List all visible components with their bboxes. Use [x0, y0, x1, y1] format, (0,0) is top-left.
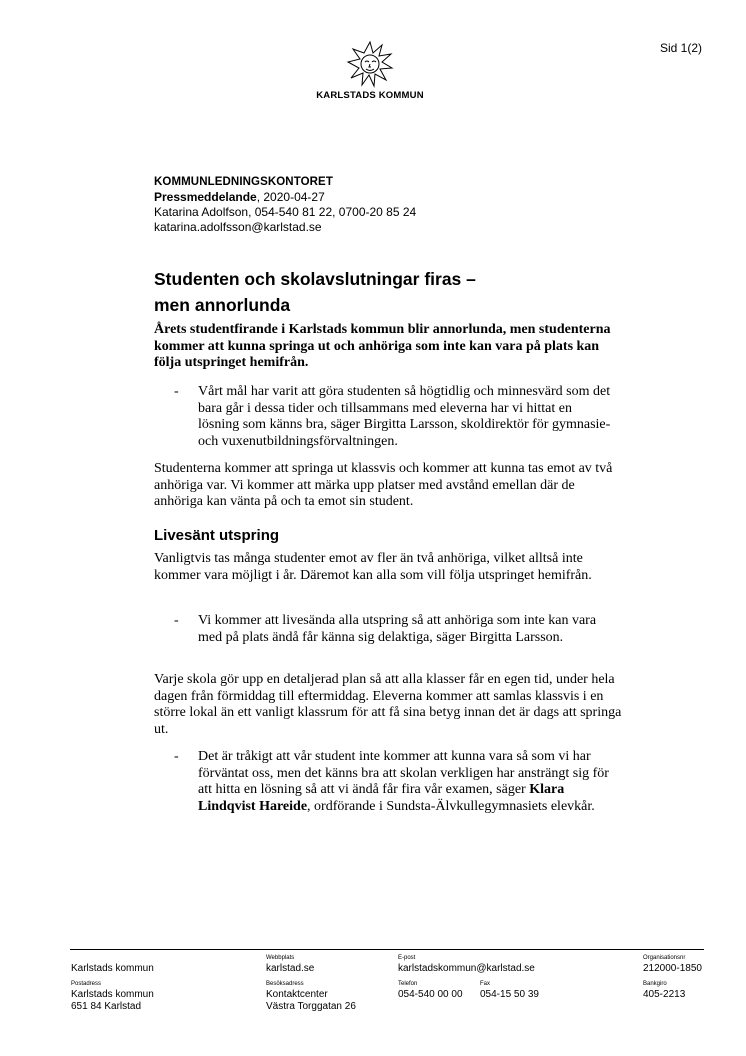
footer-besok-2: Västra Torggatan 26	[266, 1001, 356, 1012]
paragraph-3: Varje skola gör upp en detaljerad plan så att alla klasser får en egen tid, under hela dagen från förmiddag till eftermiddag. Eleverna kommer att samlas klassvis i en större lokal än ett vanligt klassrum för att få sina betyg innan det är dags att springa ut.	[154, 672, 622, 737]
contact-email: katarina.adolfsson@karlstad.se	[154, 220, 322, 234]
footer-orgnr: 212000-1850	[643, 963, 702, 974]
subheading: Livesänt utspring	[154, 527, 280, 544]
footer-postadress-label: Postadress	[71, 981, 102, 987]
footer-org-name: Karlstads kommun	[71, 963, 154, 974]
quote-dash: -	[174, 749, 179, 764]
footer-postadress-2: 651 84 Karlstad	[71, 1001, 142, 1012]
logo-name: KARLSTADS KOMMUN	[316, 90, 424, 101]
contact-line: Katarina Adolfson, 054-540 81 22, 0700-20 85 24	[154, 205, 417, 219]
lead-paragraph: Årets studentfirande i Karlstads kommun blir annorlunda, men studenterna kommer att kunna springa ut och anhöriga som inte kan vara på plats kan följa utspringet hemifrån.	[154, 322, 611, 370]
footer-telefon-label: Telefon	[398, 981, 418, 987]
footer-besok-1: Kontaktcenter	[266, 989, 328, 1000]
quote-3	[174, 749, 614, 815]
page-number: Sid 1(2)	[660, 41, 703, 55]
headline-line-2: men annorlunda	[154, 295, 291, 315]
quote-3-after: , ordförande i Sundsta-Älvkullegymnasiets elevkår.	[307, 798, 595, 814]
footer-telefon: 054-540 00 00	[398, 989, 463, 1000]
paragraph-2: Vanligtvis tas många studenter emot av fler än två anhöriga, vilket alltså inte kommer vara möjligt i år. Däremot kan alla som vill följa utspringet hemifrån.	[154, 551, 592, 583]
quote-dash: -	[174, 384, 179, 399]
department: KOMMUNLEDNINGSKONTORET	[154, 176, 333, 188]
sun-logo-icon	[346, 40, 394, 88]
footer-bankgiro: 405-2213	[643, 989, 686, 1000]
footer-webbplats: karlstad.se	[266, 963, 315, 974]
headline	[154, 266, 574, 318]
quote-2-text: Vi kommer att livesända alla utspring så att anhöriga som inte kan vara med på plats ändå får känna sig delaktiga, säger Birgitta Larsson.	[198, 613, 597, 645]
footer-fax: 054-15 50 39	[480, 989, 539, 1000]
footer-divider	[70, 949, 704, 950]
sender-block	[154, 175, 416, 235]
quote-2	[174, 613, 614, 646]
footer-fax-label: Fax	[480, 981, 491, 987]
footer-webbplats-label: Webbplats	[266, 955, 295, 961]
footer-bankgiro-label: Bankgiro	[643, 981, 667, 987]
footer-epost-label: E-post	[398, 955, 416, 961]
footer-postadress-1: Karlstads kommun	[71, 989, 154, 1000]
press-line	[154, 190, 416, 205]
press-date: , 2020-04-27	[256, 190, 325, 204]
footer-epost: karlstadskommun@karlstad.se	[398, 963, 535, 974]
press-label: Pressmeddelande	[154, 190, 257, 204]
quote-3-text	[198, 749, 614, 815]
paragraph-1: Studenterna kommer att springa ut klassvis och kommer att kunna tas emot av två anhöriga var. Vi kommer att märka upp platser med avstånd emellan där de anhöriga kan vänta på och ta emot sin student.	[154, 461, 613, 509]
footer-besok-label: Besöksadress	[266, 981, 304, 987]
quote-3-speaker: Klara Lindqvist Hareide	[198, 782, 565, 814]
quote-3-before: Det är tråkigt att vår student inte kommer att kunna vara så som vi har förväntat oss, men det känns bra att skolan verkligen har ansträngt sig för att hitta en lösning så att vi ändå får fira vår examen, säger	[198, 749, 609, 797]
quote-1	[174, 384, 614, 450]
headline-line-1: Studenten och skolavslutningar firas –	[154, 269, 476, 289]
municipality-logo	[300, 40, 440, 101]
quote-1-text: Vårt mål har varit att göra studenten så högtidlig och minnesvärd som det bara går i dessa tider och tillsammans med eleverna har vi hittat en lösning som känns bra, säger Birgitta Larsson, skoldirektör för gymnasie- och vuxenutbildningsförvaltningen.	[198, 384, 611, 449]
footer-orgnr-label: Organisationsnr	[643, 955, 686, 961]
quote-dash: -	[174, 613, 179, 628]
